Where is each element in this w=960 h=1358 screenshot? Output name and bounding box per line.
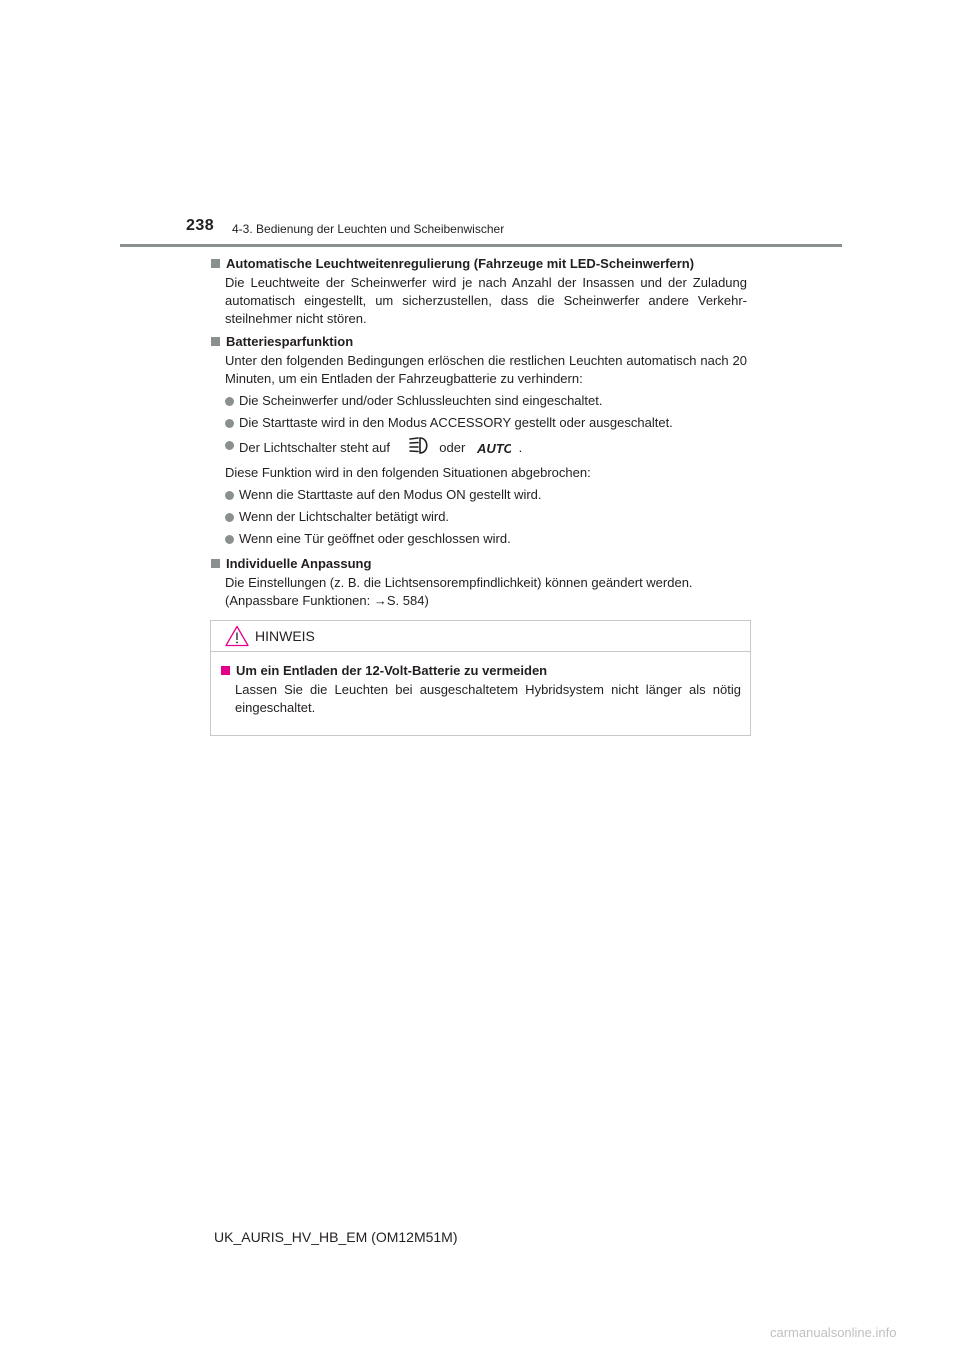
list-item: Wenn der Lichtschalter betätigt wird. [225, 508, 747, 526]
chapter-title: 4-3. Bedienung der Leuchten und Scheibenwischer [232, 222, 505, 236]
square-bullet-icon [211, 337, 220, 346]
list-item: Wenn eine Tür geöffnet oder geschlossen wird. [225, 530, 747, 548]
square-bullet-icon [221, 666, 230, 675]
list-item: Die Scheinwerfer und/oder Schlussleuchten sind eingeschaltet. [225, 392, 747, 410]
round-bullet-icon [225, 535, 234, 544]
notice-heading: Um ein Entladen der 12-Volt-Batterie zu vermeiden [221, 661, 741, 680]
notice-title: HINWEIS [255, 628, 315, 644]
warning-triangle-icon [225, 625, 249, 652]
section-text-customization: Die Einstellungen (z. B. die Lichtsensorempfindlichkeit) können geändert werden. [225, 575, 693, 590]
headlight-icon [398, 436, 432, 461]
section-text-cancel: Diese Funktion wird in den folgenden Situationen abgebrochen: [225, 465, 591, 480]
auto-icon [473, 440, 511, 461]
notice-body [221, 661, 741, 717]
section-heading-battery-saver: Batteriesparfunktion [211, 332, 747, 351]
round-bullet-icon [225, 397, 234, 406]
list-item: Die Starttaste wird in den Modus ACCESSORY gestellt oder ausgeschaltet. [225, 414, 747, 432]
round-bullet-icon [225, 513, 234, 522]
auto-icon-text: AUTO [476, 441, 511, 456]
section-heading-leveling: Automatische Leuchtweitenregulierung (Fahrzeuge mit LED-Scheinwerfern) [211, 254, 747, 273]
section-heading-customization: Individuelle Anpassung [211, 554, 747, 573]
notice-text: Lassen Sie die Leuchten bei ausgeschaltetem Hybridsystem nicht länger als nötig eingeschaltet. [235, 682, 741, 715]
round-bullet-icon [225, 419, 234, 428]
section-text-leveling: Die Leuchtweite der Scheinwerfer wird je nach Anzahl der Insassen und der Zuladung automatisch eingestellt, um sicherzustellen, dass die Scheinwerfer andere Verkehr- steilnehmer nicht stören. [225, 275, 747, 326]
square-bullet-icon [211, 559, 220, 568]
notice-header [211, 621, 750, 652]
watermark: carmanualsonline.info [770, 1325, 897, 1340]
section-text-battery-saver: Unter den folgenden Bedingungen erlöschen die restlichen Leuchten automatisch nach 20 Minuten, um ein Entladen der Fahrzeugbatterie zu verhindern: [225, 353, 747, 386]
footer-doc-code: UK_AURIS_HV_HB_EM (OM12M51M) [214, 1229, 458, 1245]
round-bullet-icon [225, 491, 234, 500]
notice-box [210, 620, 751, 736]
page-number: 238 [186, 217, 215, 234]
content [211, 254, 747, 610]
header-rule [120, 244, 842, 247]
round-bullet-icon [225, 441, 234, 450]
list-item: Wenn die Starttaste auf den Modus ON gestellt wird. [225, 486, 747, 504]
section-text-customization-ref: (Anpassbare Funktionen: →S. 584) [225, 593, 429, 608]
square-bullet-icon [211, 259, 220, 268]
list-item-light-switch: Der Lichtschalter steht auf oder AUTO . [225, 436, 747, 461]
